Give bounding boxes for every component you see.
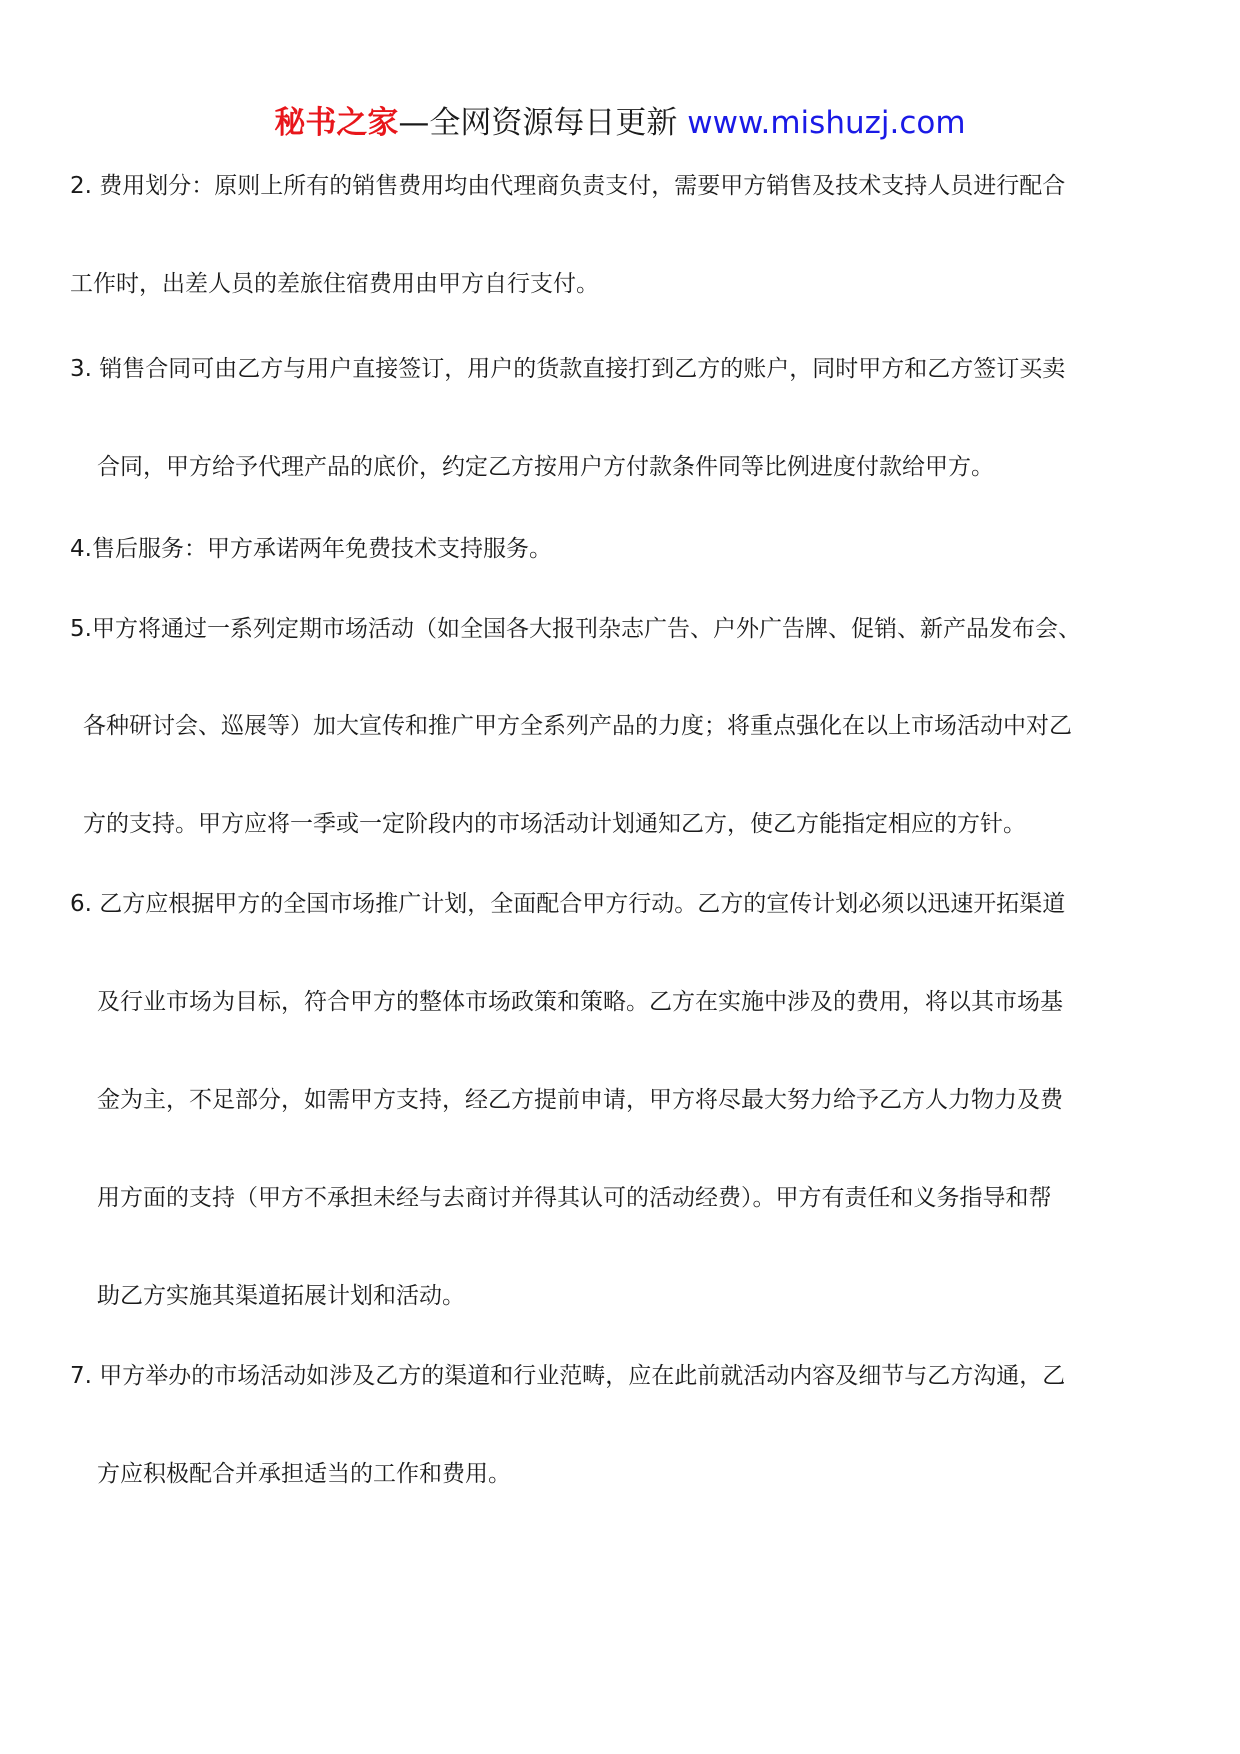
- paragraph-line: 6. 乙方应根据甲方的全国市场推广计划，全面配合甲方行动。乙方的宣传计划必须以迅速开拓渠道: [70, 891, 1066, 917]
- page-header: [0, 103, 1240, 143]
- header-tagline: —全网资源每日更新: [398, 105, 688, 141]
- paragraph-line: 工作时，出差人员的差旅住宿费用由甲方自行支付。: [70, 271, 599, 297]
- paragraph-line: 3. 销售合同可由乙方与用户直接签订，用户的货款直接打到乙方的账户，同时甲方和乙方签订买卖: [70, 356, 1066, 382]
- paragraph-line: 助乙方实施其渠道拓展计划和活动。: [97, 1283, 465, 1309]
- paragraph-line: 用方面的支持（甲方不承担未经与去商讨并得其认可的活动经费）。甲方有责任和义务指导和帮: [97, 1185, 1052, 1211]
- paragraph-line: 金为主，不足部分，如需甲方支持，经乙方提前申请，甲方将尽最大努力给予乙方人力物力及费: [97, 1087, 1063, 1113]
- paragraph-line: 7. 甲方举办的市场活动如涉及乙方的渠道和行业范畴，应在此前就活动内容及细节与乙方沟通，乙: [70, 1363, 1066, 1389]
- paragraph-line: 2. 费用划分：原则上所有的销售费用均由代理商负责支付，需要甲方销售及技术支持人员进行配合: [70, 173, 1066, 199]
- paragraph-line: 及行业市场为目标，符合甲方的整体市场政策和策略。乙方在实施中涉及的费用，将以其市场基: [97, 989, 1063, 1015]
- paragraph-line: 5.甲方将通过一系列定期市场活动（如全国各大报刊杂志广告、户外广告牌、促销、新产品发布会、: [70, 616, 1081, 642]
- brand-name: 秘书之家: [274, 105, 399, 141]
- paragraph-line: 4.售后服务：甲方承诺两年免费技术支持服务。: [70, 536, 552, 562]
- paragraph-line: 方的支持。甲方应将一季或一定阶段内的市场活动计划通知乙方，使乙方能指定相应的方针。: [83, 811, 1026, 837]
- site-url: www.mishuzj.com: [687, 105, 966, 141]
- paragraph-line: 各种研讨会、巡展等）加大宣传和推广甲方全系列产品的力度；将重点强化在以上市场活动中对乙: [83, 713, 1072, 739]
- paragraph-line: 方应积极配合并承担适当的工作和费用。: [97, 1461, 511, 1487]
- paragraph-line: 合同，甲方给予代理产品的底价，约定乙方按用户方付款条件同等比例进度付款给甲方。: [97, 454, 994, 480]
